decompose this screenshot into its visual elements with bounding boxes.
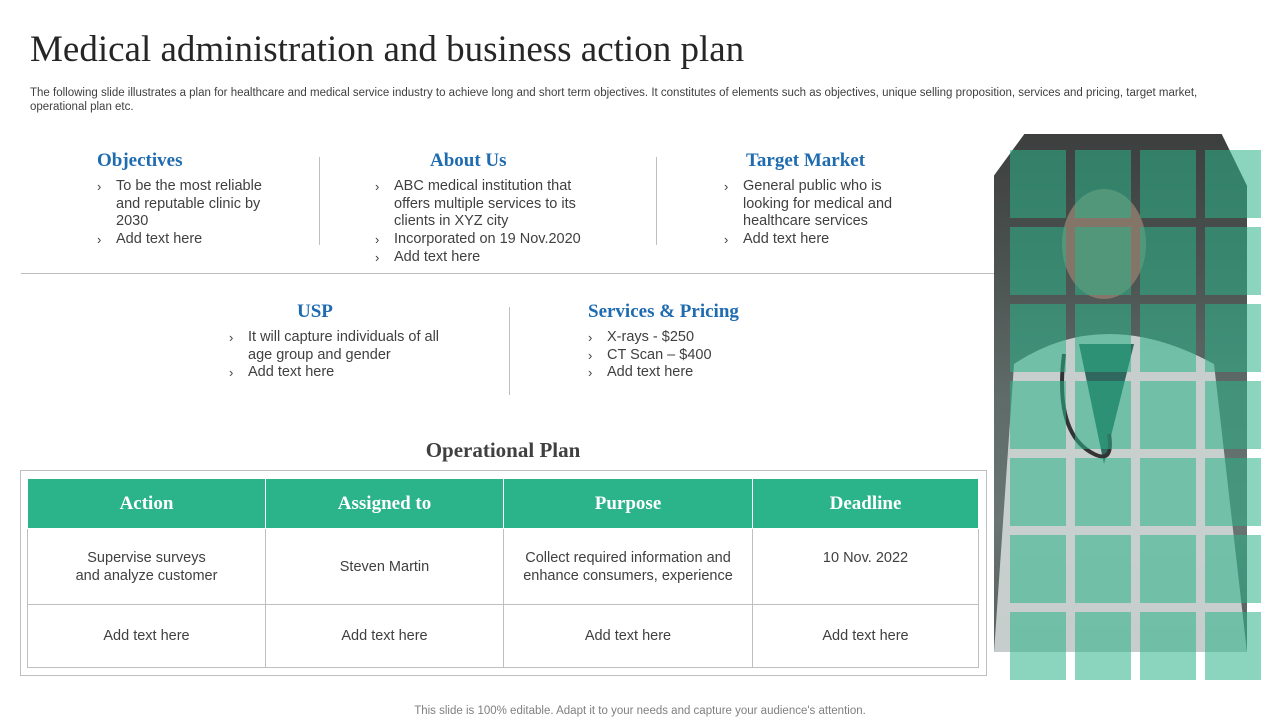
chevron-right-icon: ›	[97, 232, 102, 248]
list-item: › Add text here	[375, 248, 481, 265]
green-grid-overlay	[1010, 150, 1250, 668]
list-item: › X-rays - $250	[588, 329, 695, 345]
table-cell: Add text here	[753, 605, 979, 668]
chevron-right-icon: ›	[375, 249, 380, 265]
table-cell: 10 Nov. 2022	[753, 529, 979, 605]
list-item: › Add text here	[724, 231, 830, 248]
footer-note: This slide is 100% editable. Adapt it to your needs and capture your audience's attention.	[414, 705, 866, 717]
chevron-right-icon: ›	[229, 365, 234, 381]
list-item: › It will capture individuals of all age group and gender	[229, 329, 440, 363]
operational-plan-heading: Operational Plan	[425, 438, 581, 462]
chevron-right-icon: ›	[375, 179, 380, 194]
table-header-row	[28, 479, 979, 529]
services-pricing-heading: Services & Pricing	[588, 301, 739, 322]
chevron-right-icon: ›	[588, 347, 593, 363]
list-item: › Add text here	[229, 364, 335, 381]
divider	[656, 157, 657, 245]
list-item: › ABC medical institution that offers multiple services to its clients in XYZ city	[375, 178, 576, 230]
horizontal-divider	[21, 273, 994, 274]
table-cell: Add text here	[504, 605, 753, 668]
column-header: Action	[28, 479, 266, 529]
column-header: Deadline	[753, 479, 979, 529]
list-item: › Add text here	[97, 231, 203, 248]
chevron-right-icon: ›	[588, 365, 593, 381]
about-us-heading: About Us	[430, 150, 507, 171]
list-item: › General public who is looking for medical and healthcare services	[724, 178, 893, 230]
table-cell: Collect required information and enhance consumers, experience	[504, 529, 753, 605]
table-row	[28, 529, 979, 605]
usp-section	[229, 301, 444, 382]
divider	[509, 307, 510, 395]
target-market-heading: Target Market	[746, 150, 866, 171]
list-item: › To be the most reliable and reputable clinic by 2030	[97, 178, 262, 230]
column-header: Purpose	[504, 479, 753, 529]
divider	[319, 157, 320, 245]
table-cell: Add text here	[28, 605, 266, 668]
table-cell: Steven Martin	[266, 529, 504, 605]
chevron-right-icon: ›	[724, 232, 729, 248]
services-pricing-section	[588, 301, 788, 382]
objectives-heading: Objectives	[97, 150, 183, 171]
table-cell: Supervise surveys and analyze customer	[28, 529, 266, 605]
slide-subtitle: The following slide illustrates a plan for healthcare and medical service industry to achieve long and short term objectives. It constitutes of elements such as objectives, unique selling proposition, services and pricing, target market, operational plan etc.	[30, 87, 1198, 113]
list-item: › CT Scan – $400	[588, 346, 712, 363]
chevron-right-icon: ›	[97, 179, 102, 194]
operational-plan-table	[27, 478, 979, 668]
slide-title: Medical administration and business action plan	[30, 29, 745, 70]
column-header: Assigned to	[266, 479, 504, 529]
table-cell: Add text here	[266, 605, 504, 668]
chevron-right-icon: ›	[724, 179, 729, 194]
target-market-section	[724, 150, 924, 249]
chevron-right-icon: ›	[375, 232, 380, 248]
list-item: › Add text here	[588, 364, 694, 381]
objectives-section	[97, 150, 287, 249]
chevron-right-icon: ›	[229, 330, 234, 345]
list-item: › Incorporated on 19 Nov.2020	[375, 231, 581, 248]
usp-heading: USP	[297, 301, 333, 322]
about-us-section	[375, 150, 605, 267]
chevron-right-icon: ›	[588, 330, 593, 345]
table-row	[28, 605, 979, 668]
